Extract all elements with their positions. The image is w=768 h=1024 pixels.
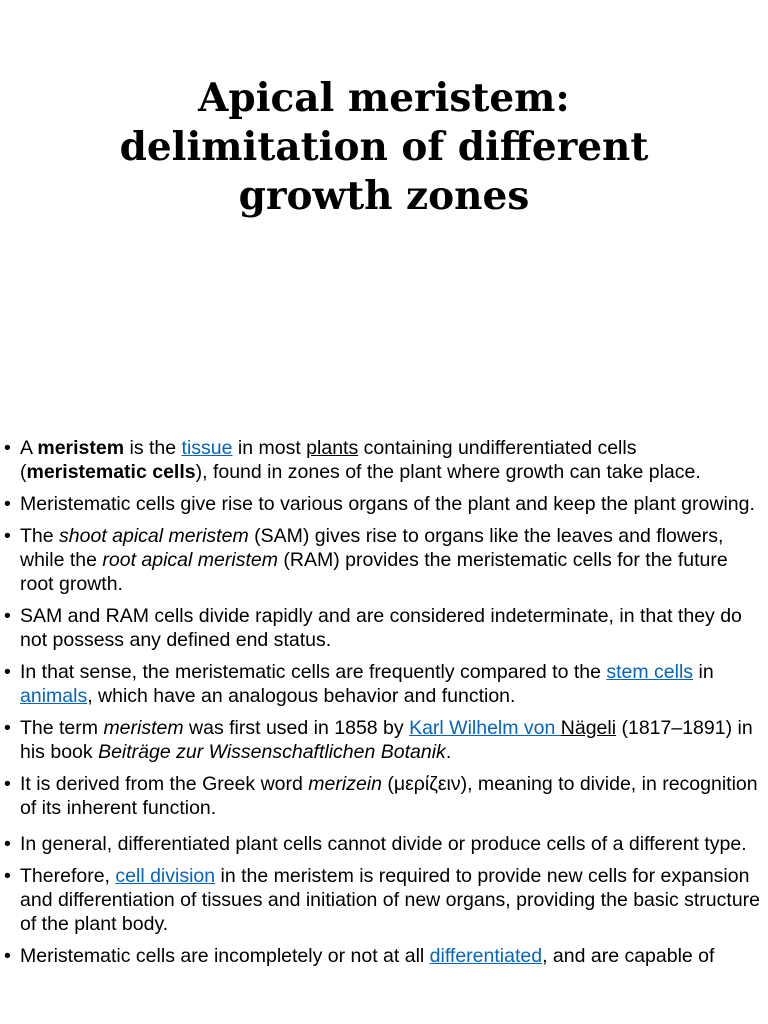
title-line-2: delimitation of different: [119, 124, 649, 170]
bullet-meristem-definition: [4, 436, 764, 484]
text: in most: [232, 437, 307, 459]
bullet-organs: • Meristematic cells give rise to various organs of the plant and keep the plant growing.: [4, 492, 764, 516]
link-differentiated[interactable]: differentiated: [429, 945, 543, 967]
text: is the: [124, 437, 182, 459]
text: was first used in 1858 by: [183, 717, 410, 739]
bullet-indeterminate: • SAM and RAM cells divide rapidly and are considered indeterminate, in that they do not possess any defined end status.: [4, 604, 764, 652]
page-title: [0, 74, 768, 221]
text: Meristematic cells are incompletely or not at all: [20, 945, 430, 967]
link-karl-wilhelm-von[interactable]: Karl Wilhelm von: [409, 717, 561, 739]
text: containing undifferentiated cells (: [20, 437, 637, 483]
bullet-term-history: [4, 716, 764, 764]
text: , which have an analogous behavior and function.: [87, 685, 516, 707]
term-merizein: merizein: [308, 773, 382, 795]
text: The: [20, 525, 60, 547]
title-line-1: Apical meristem:: [198, 75, 570, 121]
text: (1817–1891) in his book: [20, 717, 753, 763]
link-animals[interactable]: animals: [20, 685, 88, 707]
link-stem-cells[interactable]: stem cells: [606, 661, 694, 683]
bullet-list: [4, 436, 764, 976]
link-cell-division[interactable]: cell division: [115, 865, 216, 887]
text: In that sense, the meristematic cells are frequently compared to the: [20, 661, 607, 683]
text: (SAM) gives rise to organs like the leaves and flowers, while the: [20, 525, 724, 571]
text: (RAM) provides the meristematic cells for the future root growth.: [20, 549, 728, 595]
bullet-incompletely-differentiated: [4, 944, 764, 968]
term-meristem: meristem: [103, 717, 184, 739]
bullet-differentiated-cells: • In general, differentiated plant cells cannot divide or produce cells of a different type.: [4, 832, 764, 856]
term-root-apical-meristem: root apical meristem: [102, 549, 278, 571]
text: in: [693, 661, 714, 683]
text: (μερίζειν), meaning to divide, in recognition of its inherent function.: [20, 773, 758, 819]
text: .: [445, 741, 452, 763]
link-plants[interactable]: plants: [306, 437, 359, 459]
bullet-cell-division: [4, 864, 764, 936]
term-shoot-apical-meristem: shoot apical meristem: [59, 525, 249, 547]
text: , and are capable of: [542, 945, 715, 967]
book-title: Beiträge zur Wissenschaftlichen Botanik: [98, 741, 446, 763]
link-tissue[interactable]: tissue: [181, 437, 233, 459]
text: in the meristem is required to provide new cells for expansion and differentiation of tissues and initiation of new organs, providing the basic structure of the plant body.: [20, 865, 761, 935]
link-nageli[interactable]: Nägeli: [560, 717, 617, 739]
text: ), found in zones of the plant where growth can take place.: [195, 461, 701, 483]
text: It is derived from the Greek word: [20, 773, 309, 795]
title-line-3: growth zones: [238, 173, 530, 219]
text: Therefore,: [20, 865, 116, 887]
term-meristematic-cells: meristematic cells: [26, 461, 196, 483]
term-meristem: meristem: [37, 437, 125, 459]
bullet-sam-ram: [4, 524, 764, 596]
bullet-stem-cells: [4, 660, 764, 708]
text: A: [20, 437, 38, 459]
text: The term: [20, 717, 104, 739]
bullet-greek-origin: [4, 772, 764, 820]
